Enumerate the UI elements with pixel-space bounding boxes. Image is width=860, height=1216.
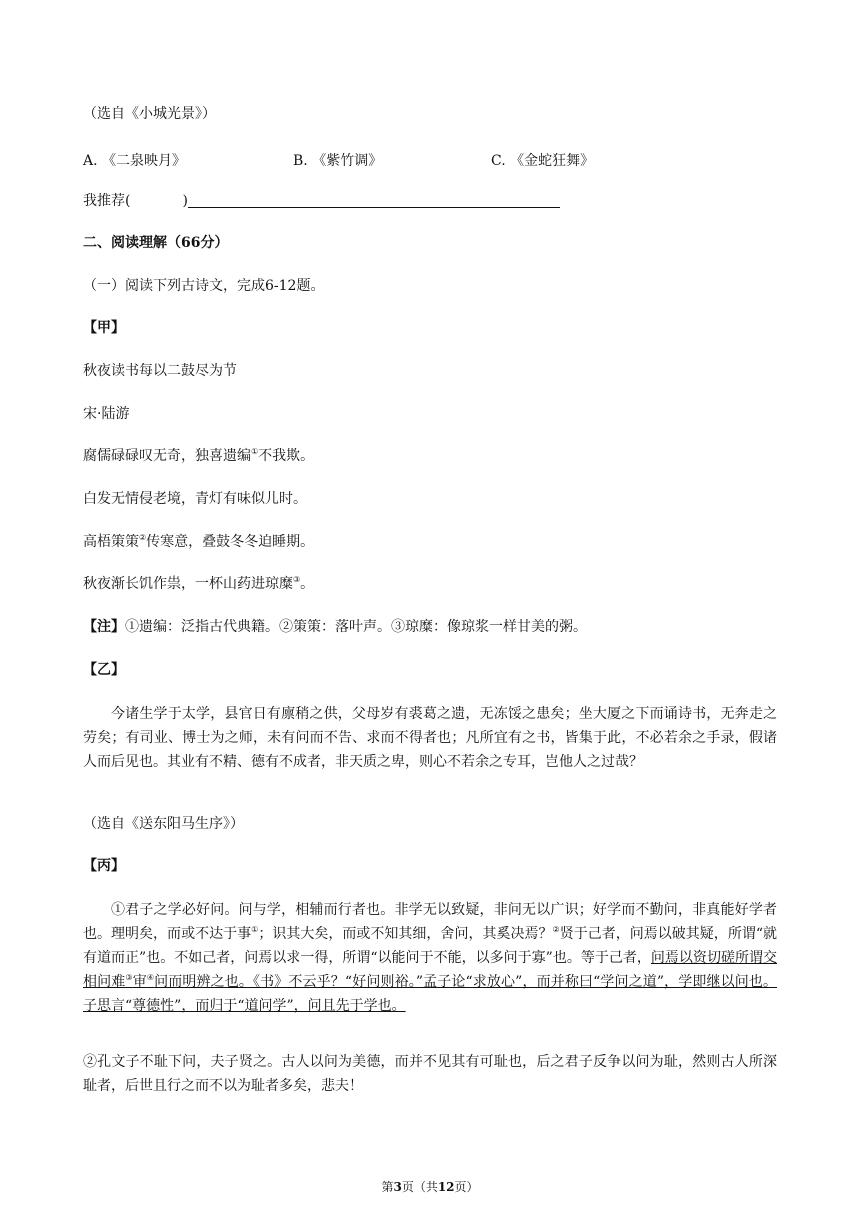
bing-paragraph-1: [83, 898, 777, 1018]
bing-text: 贤于己者，问焉以破其疑，所谓“就有道而正”也。不如己者，问焉以求一得，所谓“以能问于不能，以多问于寡”也。等于己者，: [83, 926, 778, 966]
poem-line: [83, 534, 314, 550]
recommend-line: [83, 193, 560, 209]
yi-passage: 今诸生学于太学，县官日有廪稍之供，父母岁有裘葛之遗，无冻馁之患矣；坐大厦之下而诵诗书，无奔走之劳矣；有司业、博士为之师，未有问而不告、求而不得者也；凡所宜有之书，皆集于此，不必若余之手录，假诸人而后见也。其业有不精、德有不成者，非天质之卑，则心不若余之专耳，岂他人之过哉？: [83, 706, 777, 770]
poem-line: [83, 576, 314, 592]
recommend-prefix: 我推荐(: [83, 193, 131, 209]
underlined-text: 审: [132, 974, 147, 990]
poem-line: [83, 491, 307, 507]
total-pages: 12: [437, 1180, 455, 1194]
yi-mark: 【乙】: [83, 662, 125, 678]
answer-blank[interactable]: [188, 193, 560, 208]
poem-line-text: 秋夜渐长饥作祟，一杯山药进琼糜: [83, 576, 293, 592]
jia-mark: 【甲】: [83, 320, 125, 336]
yi-source: （选自《送东阳马生序》）: [83, 816, 244, 832]
footnote-marker: ①: [251, 447, 259, 456]
page-footer: [0, 1178, 860, 1195]
note-label: 【注】: [83, 619, 125, 635]
footer-text: 第: [381, 1180, 394, 1194]
poem-line-text: 传寒意，叠鼓冬冬迫睡期。: [146, 534, 315, 550]
footnote-marker: ②: [139, 533, 147, 542]
underlined-text: 问焉以资切磋所谓交相问难: [83, 950, 777, 990]
footer-text: 页（共: [401, 1180, 438, 1194]
bing-paragraph-2: ②孔文子不耻下问，夫子贤之。古人以问为美德，而并不见其有可耻也，后之君子反争以问为耻，然则古人所深耻者，后世且行之而不以为耻者多矣，悲夫！: [83, 1054, 777, 1094]
poem-line-text: 。: [300, 576, 315, 592]
footer-text: 页）: [454, 1180, 479, 1194]
bing-text: ①君子之学必好问。问与学，相辅而行者也。非学无以致疑，非问无以广识；好学而不勤问，非真能好学者也。理明矣，而或不达于事: [83, 902, 777, 942]
bing-mark: 【丙】: [83, 858, 125, 874]
footnote-marker: ③: [293, 575, 301, 584]
footnote-marker: ①: [251, 925, 259, 934]
poem-line: [83, 448, 314, 464]
poem-line-text: 不我欺。: [258, 448, 315, 464]
section-title: 二、阅读理解（66分）: [83, 235, 229, 251]
option-b: B. 《紫竹调》: [293, 153, 383, 169]
subsection-title: （一）阅读下列古诗文，完成6-12题。: [83, 278, 325, 294]
poem-line-text: 高梧策策: [83, 534, 139, 550]
poem-note: [83, 619, 587, 635]
underlined-text: 问而明辨之也。《书》不云乎？“好问则裕。”孟子论“求放心”，而并称曰“学问之道”，学即继以问也。子思言“尊德性”，而归于“道问学”，问且先于学也。: [83, 974, 778, 1014]
footnote-marker: ③: [125, 973, 133, 982]
note-text: ①遗编：泛指古代典籍。②策策：落叶声。③琼糜：像琼浆一样甘美的粥。: [125, 619, 587, 635]
option-a: A. 《二泉映月》: [83, 153, 187, 169]
recommend-close: ): [182, 193, 188, 209]
page-number: 3: [393, 1180, 402, 1194]
option-c: C. 《金蛇狂舞》: [491, 153, 595, 169]
source-line: （选自《小城光景》）: [83, 106, 216, 122]
footnote-marker: ②: [552, 925, 560, 934]
poem-author: 宋·陆游: [83, 406, 130, 422]
poem-line-text: 腐儒碌碌叹无奇，独喜遗编: [83, 448, 251, 464]
bing-text: ；识其大矣，而或不知其细，舍问，其奚决焉？: [258, 926, 553, 942]
footnote-marker: ④: [146, 973, 155, 982]
poem-line-text: 白发无情侵老境，青灯有味似儿时。: [83, 491, 307, 507]
poem-title: 秋夜读书每以二鼓尽为节: [83, 363, 237, 379]
